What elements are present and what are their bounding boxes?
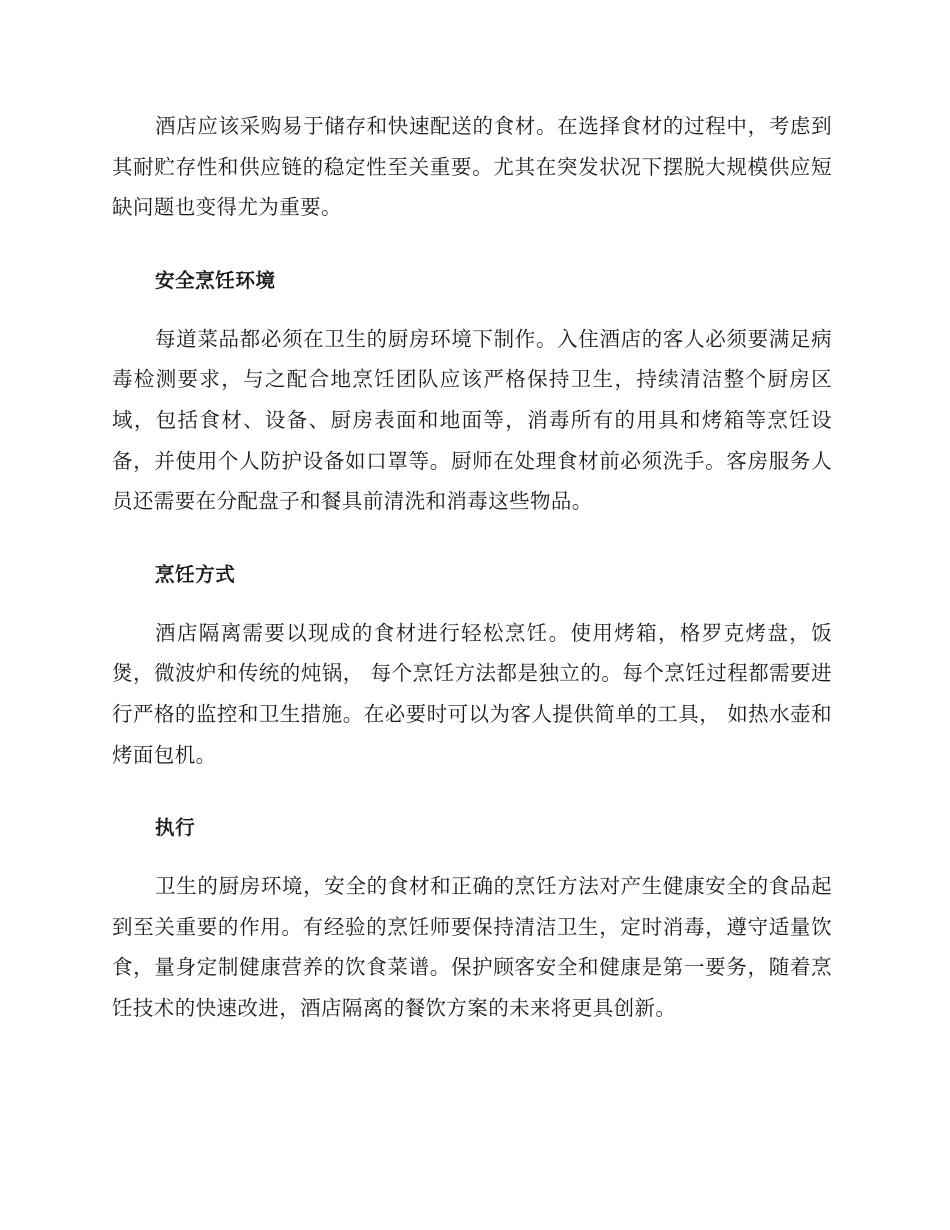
spacer (112, 595, 832, 613)
section-paragraph-execution: 卫生的厨房环境，安全的食材和正确的烹饪方法对产生健康安全的食品起到至关重要的作用。有经验的烹饪师要保持清洁卫生，定时消毒，遵守适量饮食，量身定制健康营养的饮食菜谱。保护顾客安全和健康是第一要务，随着烹饪技术的快速改进，酒店隔离的餐饮方案的未来将更具创新。 (112, 874, 832, 1020)
spacer (112, 775, 832, 808)
spacer (112, 301, 832, 319)
intro-paragraph: 酒店应该采购易于储存和快速配送的食材。在选择食材的过程中，考虑到其耐贮存性和供应链的稳定性至关重要。尤其在突发状况下摆脱大规模供应短缺问题也变得尤为重要。 (112, 114, 832, 220)
section-heading-safe-cooking-environment: 安全烹饪环境 (155, 268, 276, 292)
spacer (112, 848, 832, 866)
section-paragraph-safe-cooking-environment: 每道菜品都必须在卫生的厨房环境下制作。入住酒店的客人必须要满足病毒检测要求，与之配合地烹饪团队应该严格保持卫生，持续清洁整个厨房区域，包括食材、设备、厨房表面和地面等，消毒所有的用具和烤箱等烹饪设备，并使用个人防护设备如口罩等。厨师在处理食材前必须洗手。客房服务人员还需要在分配盘子和餐具前清洗和消毒这些物品。 (112, 326, 832, 514)
document-page (112, 106, 832, 1029)
section-heading-execution: 执行 (155, 816, 196, 840)
section-heading-cooking-methods: 烹饪方式 (155, 562, 236, 586)
spacer (112, 228, 832, 261)
spacer (112, 522, 832, 555)
section-paragraph-cooking-methods: 酒店隔离需要以现成的食材进行轻松烹饪。使用烤箱，格罗克烤盘，饭煲，微波炉和传统的炖锅， 每个烹饪方法都是独立的。每个烹饪过程都需要进行严格的监控和卫生措施。在必要时可以为客人提供简单的工具， 如热水壶和烤面包机。 (112, 620, 832, 767)
